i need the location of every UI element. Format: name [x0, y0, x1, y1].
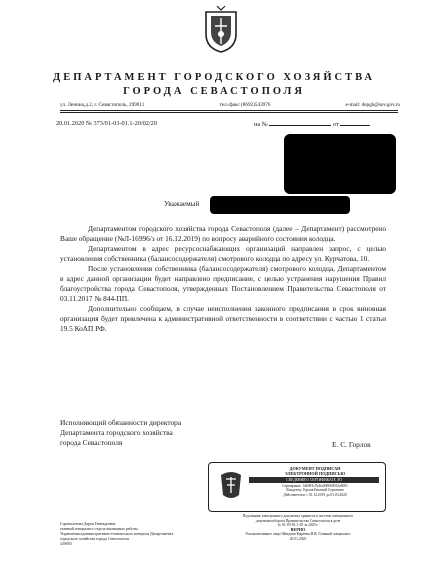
sevastopol-coat-of-arms-icon [203, 4, 239, 54]
address-text: ул. Ленина,д.2, г. Севастополь, 299011 [60, 102, 145, 108]
executor-phone: 430693 [60, 542, 72, 546]
name-redaction [210, 196, 350, 214]
executor-name: Сорокалетова Дарья Геннадьевна [60, 522, 116, 526]
body-paragraph: Департаментом в адрес ресурсоснабжающих организаций направлен запрос, с целью установления собственника (балансосодержателя) смотрового колодца по адресу ул. Курчатова, 10. [60, 244, 386, 263]
on-no-label: на № [254, 121, 268, 128]
letterhead-divider [60, 110, 398, 111]
certificate-owner: Владелец: Горлов Евгений Сергеевич [286, 488, 344, 493]
letter-body [60, 224, 386, 334]
coat-of-arms-seal-icon [217, 469, 245, 501]
signatory-line3: города Севастополя [60, 438, 123, 447]
signatory-name: Е. С. Горлов [332, 440, 371, 449]
letterhead-contacts [60, 102, 400, 108]
letterhead-divider-secondary [60, 112, 398, 113]
phone-text: тел./факс (8692)543976 [219, 102, 271, 108]
stamp-title: ДОКУМЕНТ ПОДПИСАН ЭЛЕКТРОННОЙ ПОДПИСЬЮ [284, 466, 346, 476]
certificate-header: СВЕДЕНИЯ О СЕРТИФИКАТЕ ЭП [249, 477, 379, 483]
organization-name-line1: ДЕПАРТАМЕНТ ГОРОДСКОГО ХОЗЯЙСТВА [52, 72, 376, 83]
body-paragraph: Департаментом городского хозяйства города Севастополя (далее – Департамент) рассмотрено Ваше обращение (№Л-16996/з от 16.12.2019) по вопросу аварийного состояния колодца. [60, 224, 386, 243]
email-text: e-mail: depgh@sev.gov.ru [345, 102, 400, 108]
executor-info: Сорокалетова Дарья Геннадьевна главный специалист отдела жилищных работы Управления административно-технического контроля Департамента городского хозяйства города Севастополя 430693 [60, 522, 174, 546]
from-blank [340, 119, 370, 126]
copy-certification: Подлинник электронного документа хранится в системе электронного документооборота Правительства Севастополя в деле № 01-03-01.1-20 за 2020 г. ВЕРНО Уполномоченное лицо Шведова-Киреева И.В. Главный специалист 20.01.2020 [210, 514, 386, 542]
body-paragraph: После установления собственника (балансосодержателя) смотрового колодца, Департаментом в адрес данной организации будет направлено предписание, с целью устранения нарушения Правил благоустройства города Севастополя, утвержденных Постановлением Правительства Севастополя от 03.11.2017 № 844-ПП. [60, 264, 386, 303]
signatory-line1: Исполняющий обязанности директора [60, 418, 182, 427]
verno-mark: ВЕРНО [290, 526, 306, 532]
organization-name-line2: ГОРОДА СЕВАСТОПОЛЯ [123, 86, 305, 97]
registration-number: 20.01.2020 № 373/01-03-01.1-20/02/20 [56, 120, 157, 127]
certificate-validity: Действителен: с 01.12.2019 до 01.03.2020 [283, 492, 347, 497]
signatory-title [60, 418, 181, 448]
from-label: от [332, 121, 339, 128]
reply-reference [254, 119, 370, 128]
greeting: Уважаемый [164, 200, 200, 208]
recipient-redaction [284, 134, 396, 194]
certificate-id: Сертификат: 1db993c7b4fa000000032e8001 [282, 484, 348, 488]
body-paragraph: Дополнительно сообщаем, в случае неисполнения законного предписания в срок виновная организация будет привлечена к административной ответственности в соответствии с частью 1 статьи 19.5 КоАП РФ. [60, 304, 386, 333]
certificate-details [249, 484, 381, 497]
electronic-signature-stamp [208, 462, 386, 512]
signatory-line2: Департамента городского хозяйства [60, 428, 173, 437]
on-no-blank [269, 119, 331, 126]
